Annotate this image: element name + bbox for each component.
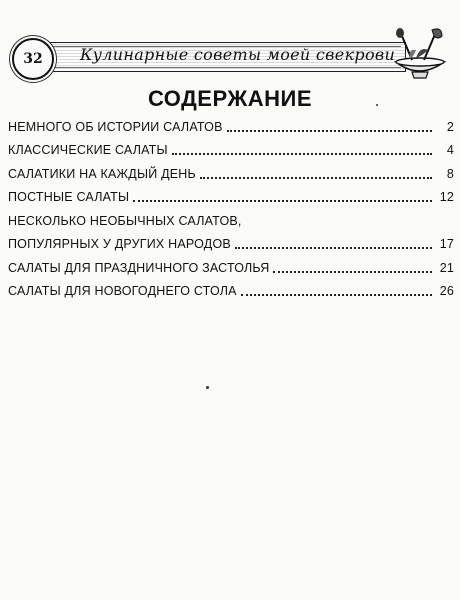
page-number-badge: 32 (12, 38, 54, 80)
dot-leader (133, 200, 432, 202)
toc-entry-page: 21 (439, 260, 454, 275)
toc-entry (8, 277, 454, 301)
toc-entry-label: ПОСТНЫЕ САЛАТЫ (8, 190, 130, 204)
dot-leader (273, 271, 432, 273)
toc-entry-label: САЛАТИКИ НА КАЖДЫЙ ДЕНЬ (8, 166, 196, 181)
page-header (10, 32, 450, 82)
toc-entry (8, 206, 454, 253)
dot-leader (227, 130, 432, 132)
scan-speck (206, 386, 209, 389)
toc-entry-page: 17 (439, 237, 454, 251)
dot-leader (235, 247, 432, 249)
toc-entry-label-continued: ПОПУЛЯРНЫХ У ДРУГИХ НАРОДОВ (8, 237, 231, 251)
toc-entry-page: 4 (446, 143, 454, 157)
toc-entry-label: САЛАТЫ ДЛЯ НОВОГОДНЕГО СТОЛА (8, 284, 237, 298)
toc-entry-label: КЛАССИЧЕСКИЕ САЛАТЫ (8, 143, 168, 157)
toc-entry-label: НЕСКОЛЬКО НЕОБЫЧНЫХ САЛАТОВ, (8, 213, 242, 228)
dot-leader (172, 153, 432, 155)
toc-title: СОДЕРЖАНИЕ (147, 86, 313, 111)
toc-entry (8, 183, 454, 207)
toc-list (8, 112, 454, 300)
toc-entry-page: 26 (439, 284, 454, 298)
toc-entry (8, 136, 454, 160)
toc-entry-page: 2 (446, 119, 454, 134)
toc-entry-page: 12 (439, 190, 454, 204)
toc-entry (8, 159, 454, 183)
toc-entry-label: САЛАТЫ ДЛЯ ПРАЗДНИЧНОГО ЗАСТОЛЬЯ (8, 260, 270, 275)
dot-leader (200, 177, 432, 179)
kitchen-utensils-icon (386, 28, 452, 84)
toc-entry (8, 253, 454, 277)
dot-leader (241, 294, 432, 296)
toc-entry-page: 8 (446, 166, 454, 181)
book-title: Кулинарные советы моей свекрови (80, 45, 396, 64)
scan-speck (376, 104, 378, 106)
toc-entry-label: НЕМНОГО ОБ ИСТОРИИ САЛАТОВ (8, 119, 223, 134)
toc-entry (8, 112, 454, 136)
